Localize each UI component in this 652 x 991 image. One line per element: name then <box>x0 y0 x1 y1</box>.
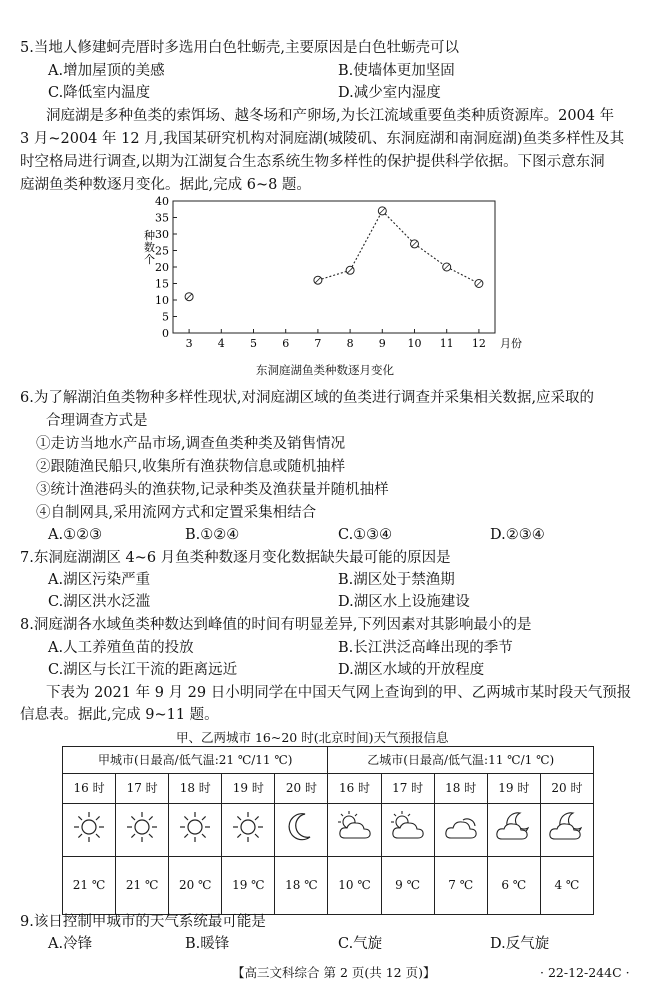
q7-option-a: A.湖区污染严重 <box>48 572 151 588</box>
y-tick-label: 5 <box>162 310 169 324</box>
intro1-line2: 3 月~2004 年 12 月,我国某研究机构对洞庭湖(城陵矶、东洞庭湖和南洞庭湖)鱼类多样性及其 <box>20 131 625 147</box>
y-tick-label: 40 <box>155 195 169 208</box>
city-b-weather-cell <box>381 804 434 857</box>
series-segment <box>382 211 414 244</box>
city-b-temp: 9 ℃ <box>381 857 434 915</box>
x-tick-label: 4 <box>217 337 225 350</box>
q6-item-4: ④自制网具,采用流网方式和定置采集相结合 <box>36 505 317 521</box>
q9-option-d: D.反气旋 <box>490 936 550 952</box>
city-a-hour: 17 时 <box>116 774 169 804</box>
x-axis-label: 月份 <box>500 337 522 350</box>
city-b-temp: 6 ℃ <box>487 857 540 915</box>
q6-option-b: B.①②④ <box>185 527 240 543</box>
x-tick-label: 10 <box>407 337 422 350</box>
city-a-temp: 21 ℃ <box>63 857 116 915</box>
city-b-temp: 4 ℃ <box>540 857 593 915</box>
cloud-icon <box>441 810 481 844</box>
series-segment <box>447 267 479 284</box>
city-a-temp: 18 ℃ <box>275 857 328 915</box>
intro2-line1: 下表为 2021 年 9 月 29 日小明同学在中国天气网上查询到的甲、乙两城市某时段天气预报 <box>46 685 632 701</box>
y-tick-label: 20 <box>155 261 169 274</box>
q6-option-a: A.①②③ <box>48 527 103 543</box>
q6-item-2: ②跟随渔民船只,收集所有渔获物信息或随机抽样 <box>36 459 346 475</box>
y-axis-label-char: 个 <box>144 253 155 266</box>
city-a-weather-cell <box>222 804 275 857</box>
city-b-hour: 19 时 <box>487 774 540 804</box>
q6-item-1: ①走访当地水产品市场,调查鱼类种类及销售情况 <box>36 436 346 452</box>
moon-cloud-icon <box>547 810 587 844</box>
x-tick-label: 12 <box>471 337 486 350</box>
q8-option-c: C.湖区与长江干流的距离远近 <box>48 662 238 678</box>
q6-item-3: ③统计渔港码头的渔获物,记录种类及渔获量并随机抽样 <box>36 482 389 498</box>
moon-cloud-icon <box>494 810 534 844</box>
q8-stem: 8.洞庭湖各水域鱼类种数达到峰值的时间有明显差异,下列因素对其影响最小的是 <box>20 617 532 633</box>
city-b-hour: 17 时 <box>381 774 434 804</box>
city-a-weather-cell <box>275 804 328 857</box>
city-b-hour: 16 时 <box>328 774 381 804</box>
q9-option-b: B.暖锋 <box>185 936 230 952</box>
series-segment <box>350 211 382 270</box>
x-tick-label: 7 <box>314 337 322 350</box>
moon-icon <box>284 810 318 844</box>
city-a-hour: 20 时 <box>275 774 328 804</box>
city-a-weather-cell <box>116 804 169 857</box>
y-tick-label: 35 <box>155 211 169 225</box>
city-b-hour: 20 时 <box>540 774 593 804</box>
city-a-weather-cell <box>169 804 222 857</box>
y-tick-label: 10 <box>155 294 169 307</box>
page-code: · 22-12-244C · <box>540 965 630 980</box>
intro1-line1: 洞庭湖是多种鱼类的索饵场、越冬场和产卵场,为长江流域重要鱼类种质资源库。2004 年 <box>46 108 615 124</box>
y-tick-label: 0 <box>162 327 169 340</box>
city-b-temp: 10 ℃ <box>328 857 381 915</box>
x-tick-label: 3 <box>185 337 193 350</box>
q5-option-d: D.减少室内湿度 <box>338 85 441 101</box>
q5-option-a: A.增加屋顶的美感 <box>48 63 165 79</box>
city-a-temp: 21 ℃ <box>116 857 169 915</box>
table-caption: 甲、乙两城市 16~20 时(北京时间)天气预报信息 <box>176 730 449 745</box>
city-a-temp: 19 ℃ <box>222 857 275 915</box>
city-a-hour: 18 时 <box>169 774 222 804</box>
x-tick-label: 5 <box>250 337 257 350</box>
q8-option-b: B.长江洪泛高峰出现的季节 <box>338 640 513 656</box>
y-tick-label: 30 <box>155 228 169 241</box>
intro2-line2: 信息表。据此,完成 9~11 题。 <box>20 707 219 723</box>
q9-option-c: C.气旋 <box>338 936 383 952</box>
q6-option-d: D.②③④ <box>490 527 545 543</box>
q7-option-b: B.湖区处于禁渔期 <box>338 572 455 588</box>
q5-option-c: C.降低室内温度 <box>48 85 151 101</box>
q7-option-d: D.湖区水上设施建设 <box>338 594 470 610</box>
q5-option-b: B.使墙体更加坚固 <box>338 63 455 79</box>
y-axis-label-char: 数 <box>144 241 155 254</box>
q7-option-c: C.湖区洪水泛滥 <box>48 594 151 610</box>
city-b-temp: 7 ℃ <box>434 857 487 915</box>
intro1-line3: 时空格局进行调查,以期为江湖复合生态系统生物多样性的保护提供科学依据。下图示意东洞 <box>20 154 605 170</box>
q7-stem: 7.东洞庭湖湖区 4~6 月鱼类种数逐月变化数据缺失最可能的原因是 <box>20 550 451 566</box>
series-segment <box>318 270 350 280</box>
sun-cloud-icon <box>388 810 428 844</box>
city-a-header: 甲城市(日最高/低气温:21 ℃/11 ℃) <box>63 747 328 774</box>
q6-stem-2: 合理调查方式是 <box>46 413 148 429</box>
q5-stem: 5.当地人修建蚵壳厝时多选用白色牡蛎壳,主要原因是白色牡蛎壳可以 <box>20 40 459 56</box>
city-b-hour: 18 时 <box>434 774 487 804</box>
q8-option-a: A.人工养殖鱼苗的投放 <box>48 640 194 656</box>
sun-icon <box>72 810 106 844</box>
city-b-weather-cell <box>328 804 381 857</box>
page-footer: 【高三文科综合 第 2 页(共 12 页)】 <box>232 965 436 980</box>
sun-icon <box>178 810 212 844</box>
q6-option-c: C.①③④ <box>338 527 393 543</box>
y-tick-label: 15 <box>155 277 169 291</box>
intro1-line4: 庭湖鱼类种数逐月变化。据此,完成 6~8 题。 <box>20 177 311 193</box>
fish-species-chart <box>130 195 530 360</box>
city-a-hour: 16 时 <box>63 774 116 804</box>
q6-stem-1: 6.为了解湖泊鱼类物种多样性现状,对洞庭湖区域的鱼类进行调查并采集相关数据,应采取的 <box>20 390 595 406</box>
city-a-hour: 19 时 <box>222 774 275 804</box>
city-b-header: 乙城市(日最高/低气温:11 ℃/1 ℃) <box>328 747 594 774</box>
city-b-weather-cell <box>434 804 487 857</box>
x-tick-label: 8 <box>346 337 354 350</box>
sun-cloud-icon <box>335 810 375 844</box>
y-tick-label: 25 <box>155 244 169 258</box>
q8-option-d: D.湖区水域的开放程度 <box>338 662 485 678</box>
x-tick-label: 11 <box>439 337 454 350</box>
sun-icon <box>231 810 265 844</box>
weather-table <box>62 746 594 915</box>
city-a-weather-cell <box>63 804 116 857</box>
city-b-weather-cell <box>540 804 593 857</box>
x-tick-label: 9 <box>378 337 386 350</box>
y-axis-label-char: 种 <box>144 229 155 242</box>
chart-title: 东洞庭湖鱼类种数逐月变化 <box>256 363 394 377</box>
city-a-temp: 20 ℃ <box>169 857 222 915</box>
city-b-weather-cell <box>487 804 540 857</box>
q9-option-a: A.冷锋 <box>48 936 93 952</box>
x-tick-label: 6 <box>282 337 290 350</box>
series-segment <box>415 244 447 267</box>
q9-stem: 9.该日控制甲城市的天气系统最可能是 <box>20 914 266 930</box>
sun-icon <box>125 810 159 844</box>
